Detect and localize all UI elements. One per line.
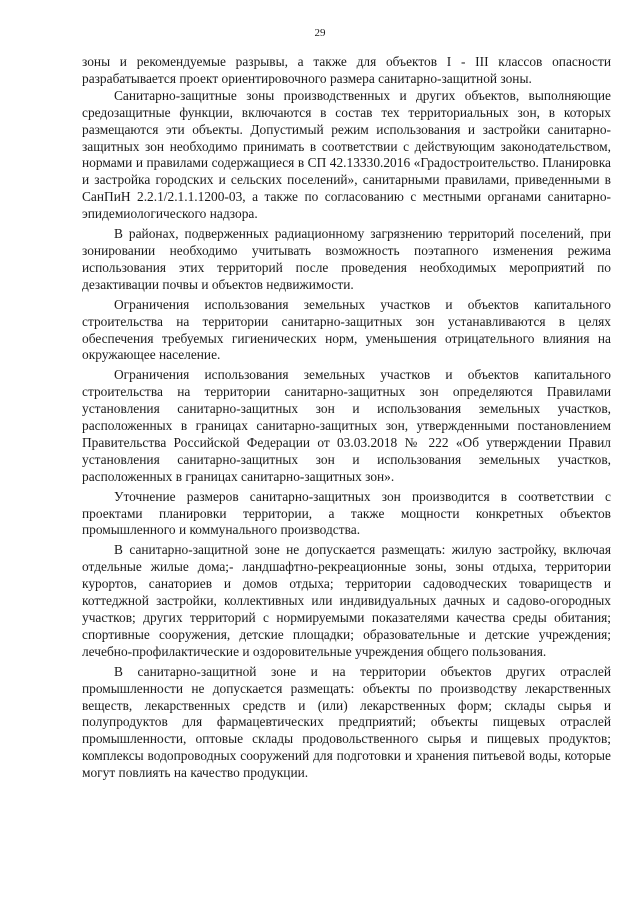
paragraph-government-rules: Ограничения использования земельных участков и объектов капитального строительства на территории санитарно-защитных зон определяются Правилами установления санитарно-защитных зон и использования земельных участков, расположенных в границах санитарно-защитных зон, утвержденными постановлением Правительства Российской Федерации от 03.03.2018 № 222 «Об утверждении Правил установления санитарно-защитных зон и использования земельных участков, расположенных в границах санитарно-защитных зон». [82,367,611,484]
paragraph-prohibited-industrial: В санитарно-защитной зоне и на территории объектов других отраслей промышленности не допускается размещать: объекты по производству лекарственных веществ, лекарственных средств и (или) лекарственных форм; склады сырья и полупродуктов для фармацевтических предприятий; объекты пищевых отраслей промышленности, оптовые склады продовольственного сырья и пищевых продуктов; комплексы водопроводных сооружений для подготовки и хранения питьевой воды, которые могут повлиять на качество продукции. [82,663,611,781]
page-number: 29 [314,27,326,39]
paragraph-continuation: зоны и рекомендуемые разрывы, а также для объектов I - III классов опасности разрабатывается проект ориентировочного размера санитарно-защитной зоны. [82,54,611,86]
paragraph-sanitary-zones: Санитарно-защитные зоны производственных и других объектов, выполняющие средозащитные функции, включаются в состав тех территориальных зон, в которых размещаются эти объекты. Допустимый режим использования и застройки санитарно-защитных зон необходимо принимать в соответствии с действующим законодательством, нормами и правилами содержащиеся в СП 42.13330.2016 «Градостроительство. Планировка и застройка городских и сельских поселений», санитарными правилами, приведенными в СанПиН 2.2.1/2.1.1.1200-03, а также по согласованию с местными органами санитарно-эпидемиологического надзора. [82,87,611,222]
paragraph-prohibited-placement: В санитарно-защитной зоне не допускается размещать: жилую застройку, включая отдельные жилые дома;- ландшафтно-рекреационные зоны, зоны отдыха, территории курортов, санаториев и домов отдыха; территории садоводческих товариществ и коттеджной застройки, коллективных или индивидуальных дачных и садово-огородных участков; других территорий с нормируемыми показателями качества среды обитания; спортивные сооружения, детские площадки; образовательные и детские учреждения; лечебно-профилактические и оздоровительные учреждения общего пользования. [82,542,611,659]
body-text [82,54,611,782]
paragraph-radiation-areas: В районах, подверженных радиационному загрязнению территорий поселений, при зонировании необходимо учитывать возможность поэтапного изменения режима использования этих территорий после проведения необходимых мероприятий по дезактивации почвы и объектов недвижимости. [82,226,611,292]
paragraph-usage-restrictions: Ограничения использования земельных участков и объектов капитального строительства на территории санитарно-защитных зон устанавливаются в целях обеспечения требуемых гигиенических норм, уменьшения отрицательного влияния на окружающее население. [82,296,611,363]
paragraph-zone-size-refinement: Уточнение размеров санитарно-защитных зон производится в соответствии с проектами планировки территории, а также мощности конкретных объектов промышленного и коммунального производства. [82,488,611,538]
